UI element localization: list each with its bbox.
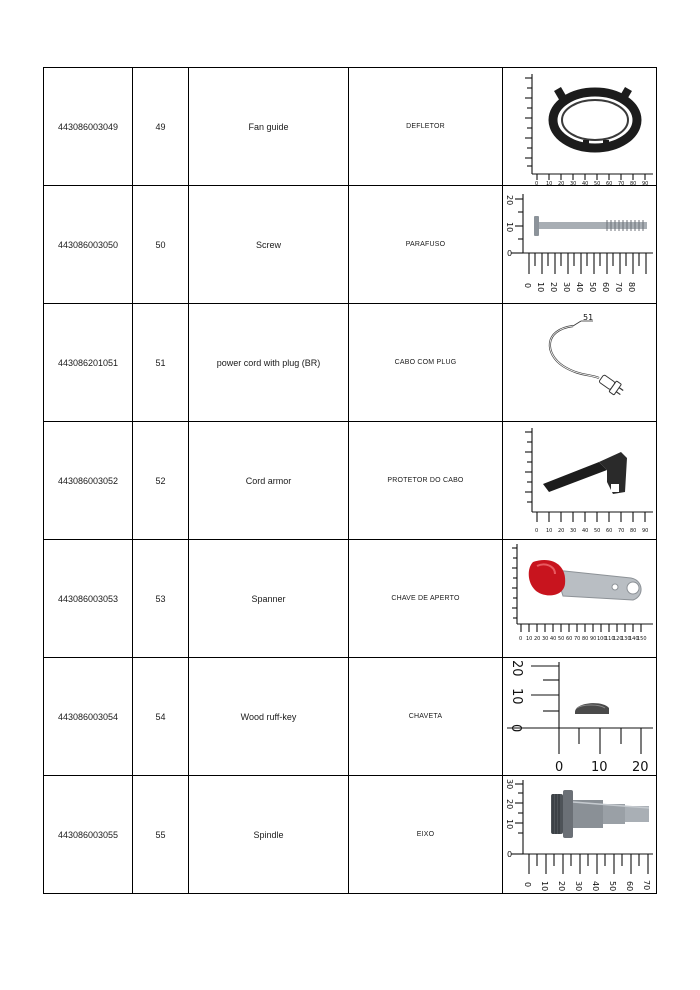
position-number: 49 xyxy=(133,68,189,186)
part-name-pt: PARAFUSO xyxy=(349,186,503,304)
svg-text:40: 40 xyxy=(591,881,600,892)
cord-armor-photo xyxy=(503,422,657,540)
part-name-pt: EIXO xyxy=(349,776,503,894)
svg-text:30: 30 xyxy=(562,282,571,293)
svg-text:70: 70 xyxy=(642,880,651,891)
svg-text:80: 80 xyxy=(630,528,637,534)
svg-text:20: 20 xyxy=(534,636,541,642)
ruler-x-ticks xyxy=(537,174,645,180)
svg-text:10: 10 xyxy=(505,222,514,233)
fan-guide-photo xyxy=(503,68,657,186)
svg-text:10: 10 xyxy=(546,528,553,534)
svg-text:140: 140 xyxy=(629,636,639,642)
svg-text:70: 70 xyxy=(614,282,623,293)
position-number: 52 xyxy=(133,422,189,540)
svg-text:90: 90 xyxy=(642,528,649,534)
svg-text:110: 110 xyxy=(605,636,615,642)
spanner-photo xyxy=(503,540,657,658)
position-number: 55 xyxy=(133,776,189,894)
svg-text:20: 20 xyxy=(505,195,514,206)
ruler-y-ticks xyxy=(525,78,532,166)
ruler-x-labels xyxy=(535,181,648,185)
svg-text:0: 0 xyxy=(535,181,539,185)
svg-text:40: 40 xyxy=(582,181,589,185)
part-name-pt: PROTETOR DO CABO xyxy=(349,422,503,540)
part-number: 443086201051 xyxy=(44,304,133,422)
part-name-en: Cord armor xyxy=(189,422,349,540)
woodruff-key-photo xyxy=(503,658,657,776)
part-number: 443086003053 xyxy=(44,540,133,658)
svg-text:30: 30 xyxy=(542,636,549,642)
svg-text:0: 0 xyxy=(535,528,539,534)
svg-text:80: 80 xyxy=(582,636,589,642)
table-row xyxy=(44,658,657,776)
svg-text:50: 50 xyxy=(588,282,597,293)
svg-text:120: 120 xyxy=(613,636,623,642)
parts-table xyxy=(43,67,657,894)
svg-text:70: 70 xyxy=(574,636,581,642)
svg-text:50: 50 xyxy=(594,181,601,185)
position-number: 54 xyxy=(133,658,189,776)
svg-text:20: 20 xyxy=(558,181,565,185)
table-row xyxy=(44,776,657,894)
svg-text:70: 70 xyxy=(618,181,625,185)
part-name-en: power cord with plug (BR) xyxy=(189,304,349,422)
table-row xyxy=(44,186,657,304)
svg-text:0: 0 xyxy=(523,283,532,289)
svg-text:50: 50 xyxy=(558,636,565,642)
part-number: 443086003055 xyxy=(44,776,133,894)
part-name-pt: CHAVETA xyxy=(349,658,503,776)
part-name-pt: CABO COM PLUG xyxy=(349,304,503,422)
part-name-en: Fan guide xyxy=(189,68,349,186)
svg-text:80: 80 xyxy=(627,282,636,293)
svg-text:0: 0 xyxy=(519,636,523,642)
svg-text:50: 50 xyxy=(594,528,601,534)
position-number: 53 xyxy=(133,540,189,658)
screw-photo xyxy=(503,186,657,304)
svg-text:20: 20 xyxy=(505,799,514,810)
svg-text:130: 130 xyxy=(621,636,631,642)
callout-label: 51 xyxy=(583,313,594,322)
svg-text:60: 60 xyxy=(606,528,613,534)
svg-text:20: 20 xyxy=(509,660,524,677)
svg-text:40: 40 xyxy=(582,528,589,534)
svg-text:150: 150 xyxy=(637,636,647,642)
svg-text:20: 20 xyxy=(557,881,566,892)
svg-text:0: 0 xyxy=(523,882,532,888)
svg-text:60: 60 xyxy=(566,636,573,642)
svg-text:80: 80 xyxy=(630,181,637,185)
svg-text:30: 30 xyxy=(570,181,577,185)
table-row xyxy=(44,540,657,658)
part-number: 443086003054 xyxy=(44,658,133,776)
svg-text:10: 10 xyxy=(526,636,533,642)
svg-text:10: 10 xyxy=(505,819,514,830)
position-number: 50 xyxy=(133,186,189,304)
part-number: 443086003052 xyxy=(44,422,133,540)
svg-text:40: 40 xyxy=(575,282,584,293)
svg-text:100: 100 xyxy=(597,636,607,642)
spindle-photo xyxy=(503,776,657,894)
svg-text:90: 90 xyxy=(642,181,649,185)
table-row xyxy=(44,304,657,422)
power-cord-drawing xyxy=(503,304,657,422)
svg-text:10: 10 xyxy=(536,282,545,293)
position-number: 51 xyxy=(133,304,189,422)
part-name-en: Screw xyxy=(189,186,349,304)
svg-text:0: 0 xyxy=(507,850,513,859)
svg-text:10: 10 xyxy=(591,760,608,775)
part-name-en: Spindle xyxy=(189,776,349,894)
part-name-pt: DEFLETOR xyxy=(349,68,503,186)
svg-text:50: 50 xyxy=(608,881,617,892)
svg-text:30: 30 xyxy=(570,528,577,534)
svg-text:10: 10 xyxy=(546,181,553,185)
svg-text:0: 0 xyxy=(508,724,523,733)
svg-text:30: 30 xyxy=(505,779,514,790)
svg-text:20: 20 xyxy=(549,282,558,293)
part-name-pt: CHAVE DE APERTO xyxy=(349,540,503,658)
svg-text:30: 30 xyxy=(574,881,583,892)
svg-text:60: 60 xyxy=(625,881,634,892)
svg-text:70: 70 xyxy=(618,528,625,534)
svg-text:60: 60 xyxy=(606,181,613,185)
plug-icon xyxy=(598,373,626,398)
svg-text:20: 20 xyxy=(558,528,565,534)
table-row xyxy=(44,68,657,186)
svg-text:40: 40 xyxy=(550,636,557,642)
part-name-en: Spanner xyxy=(189,540,349,658)
svg-text:20: 20 xyxy=(632,760,649,775)
svg-text:0: 0 xyxy=(507,249,513,258)
svg-text:10: 10 xyxy=(509,688,524,705)
svg-text:90: 90 xyxy=(590,636,597,642)
part-number: 443086003050 xyxy=(44,186,133,304)
svg-text:10: 10 xyxy=(540,881,549,892)
part-name-en: Wood ruff-key xyxy=(189,658,349,776)
svg-text:60: 60 xyxy=(601,282,610,293)
svg-text:0: 0 xyxy=(555,760,564,775)
part-number: 443086003049 xyxy=(44,68,133,186)
table-row xyxy=(44,422,657,540)
